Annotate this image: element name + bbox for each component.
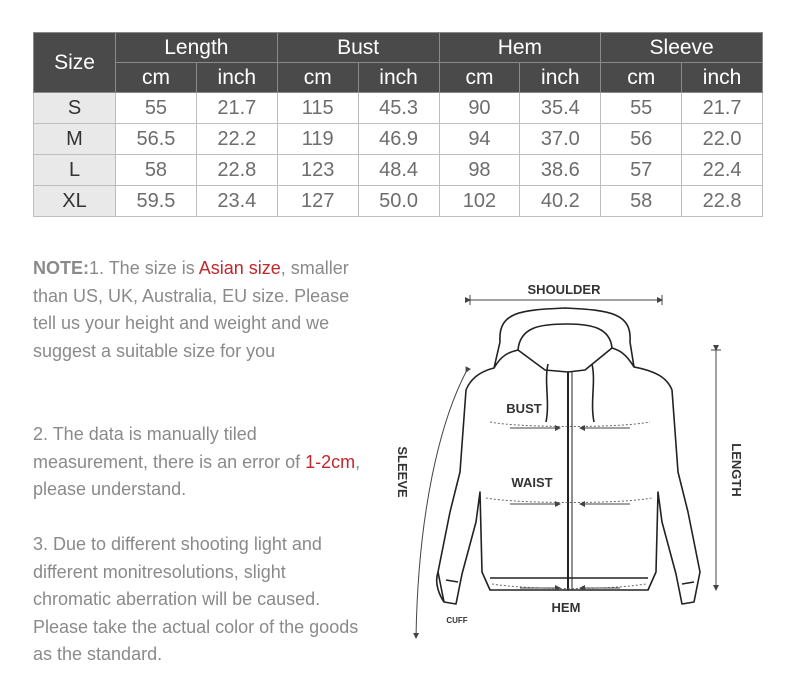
label-hem: HEM (551, 600, 581, 615)
unit-header: cm (116, 63, 197, 93)
table-cell: 21.7 (196, 93, 277, 124)
note-1-text-end: , smaller than US, UK, Australia, EU size. Please tell us your height and weight and we suggest a suitable size for you (33, 258, 350, 361)
note-3: 3. Due to different shooting light and different monitresolutions, slight chromatic aberration will be caused. Please take the actual color of the goods as the standard. (33, 534, 359, 664)
table-cell: 48.4 (358, 155, 439, 186)
table-cell: 57 (601, 155, 682, 186)
row-size-label: M (34, 124, 116, 155)
size-chart-table (33, 32, 763, 217)
table-cell: 22.2 (196, 124, 277, 155)
unit-header: cm (277, 63, 358, 93)
table-cell: 22.4 (682, 155, 763, 186)
note-2 (33, 421, 363, 504)
table-cell: 98 (439, 155, 520, 186)
table-cell: 22.8 (196, 155, 277, 186)
table-cell: 90 (439, 93, 520, 124)
table-cell: 50.0 (358, 186, 439, 217)
table-row (34, 155, 763, 186)
table-cell: 45.3 (358, 93, 439, 124)
note-1-highlight: Asian size (198, 258, 281, 278)
row-size-label: L (34, 155, 116, 186)
label-cuff: CUFF (446, 616, 468, 625)
table-cell: 56 (601, 124, 682, 155)
label-waist: WAIST (511, 475, 553, 490)
group-header-hem: Hem (439, 33, 601, 63)
unit-header: inch (358, 63, 439, 93)
table-cell: 56.5 (116, 124, 197, 155)
note-2-text-end: , please understand. (33, 451, 361, 499)
table-cell: 119 (277, 124, 358, 155)
table-cell: 94 (439, 124, 520, 155)
group-header-length: Length (116, 33, 278, 63)
size-column-header: Size (34, 33, 116, 93)
hoodie-measurement-diagram (380, 272, 760, 642)
group-header-sleeve: Sleeve (601, 33, 763, 63)
table-row (34, 93, 763, 124)
table-cell: 58 (601, 186, 682, 217)
table-cell: 22.8 (682, 186, 763, 217)
table-cell: 55 (601, 93, 682, 124)
table-cell: 55 (116, 93, 197, 124)
table-row (34, 186, 763, 217)
table-cell: 35.4 (520, 93, 601, 124)
note-2-highlight: 1-2cm (305, 451, 356, 472)
group-header-bust: Bust (277, 33, 439, 63)
table-cell: 102 (439, 186, 520, 217)
table-cell: 21.7 (682, 93, 763, 124)
table-row (34, 124, 763, 155)
note-1 (33, 255, 363, 365)
note-2-text: 2. The data is manually tiled measurement, there is an error of (33, 424, 306, 472)
note-1-text: 1. The size is (89, 258, 199, 278)
unit-header: inch (196, 63, 277, 93)
table-cell: 127 (277, 186, 358, 217)
unit-header: inch (520, 63, 601, 93)
table-cell: 23.4 (196, 186, 277, 217)
note-label: NOTE: (33, 258, 89, 278)
table-cell: 46.9 (358, 124, 439, 155)
label-sleeve: SLEEVE (395, 446, 410, 498)
table-cell: 59.5 (116, 186, 197, 217)
table-cell: 58 (116, 155, 197, 186)
label-bust: BUST (506, 401, 542, 416)
unit-header: cm (601, 63, 682, 93)
table-cell: 40.2 (520, 186, 601, 217)
row-size-label: XL (34, 186, 116, 217)
table-cell: 123 (277, 155, 358, 186)
unit-header: cm (439, 63, 520, 93)
hoodie-outline (437, 308, 700, 604)
unit-header: inch (682, 63, 763, 93)
table-cell: 115 (277, 93, 358, 124)
label-length: LENGTH (729, 443, 744, 497)
label-shoulder: SHOULDER (527, 282, 601, 297)
table-cell: 38.6 (520, 155, 601, 186)
table-cell: 37.0 (520, 124, 601, 155)
table-cell: 22.0 (682, 124, 763, 155)
row-size-label: S (34, 93, 116, 124)
